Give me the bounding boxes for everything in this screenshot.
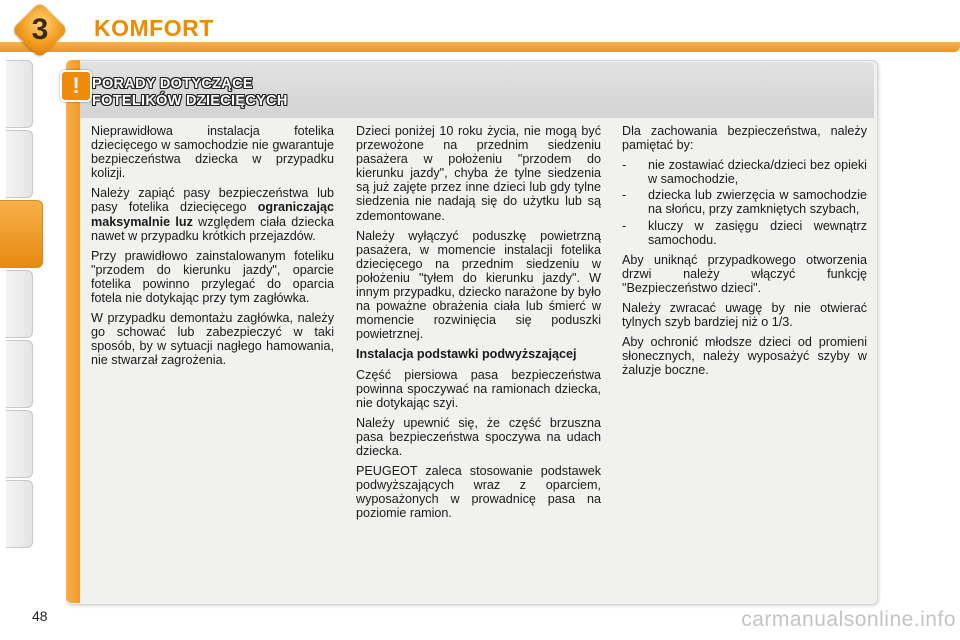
chapter-tab[interactable] (6, 60, 33, 128)
paragraph: Część piersiowa pasa bezpieczeństwa powinna spoczywać na ramionach dziecka, nie dotykając szyi. (356, 367, 601, 410)
chapter-tab[interactable] (6, 410, 33, 478)
list-item: - dziecka lub zwierzęcia w samochodzie na słońcu, przy zamkniętych szybach, (622, 188, 867, 216)
warning-icon: ! (60, 70, 92, 102)
paragraph: Dzieci poniżej 10 roku życia, nie mogą być przewożone na przednim siedzeniu pasażera w położeniu "przodem do kierunku jazdy", chyba że tylne siedzenia są już zajęte przez inne dzieci lub gdy tylne siedzenia nie nadają się do użytku lub są zdemontowane. (356, 124, 601, 223)
paragraph: W przypadku demontażu zagłówka, należy go schować lub zabezpieczyć w taki sposób, by w sytuacji nagłego hamowania, nie stwarzał zagrożenia. (91, 311, 334, 368)
safety-list (622, 158, 867, 247)
watermark: carmanualsonline.info (741, 608, 956, 631)
page-title: KOMFORT (94, 15, 214, 41)
text-column-2 (356, 124, 601, 526)
chapter-tab[interactable] (6, 130, 33, 198)
chapter-tabs (0, 60, 34, 580)
chapter-tab[interactable] (6, 270, 33, 338)
text-column-1 (91, 124, 334, 374)
bold-text: ograniczając maksymalnie luz (91, 200, 334, 229)
paragraph: Nieprawidłowa instalacja fotelika dziecięcego w samochodzie nie gwarantuje bezpieczeństwa dziecka w przypadku kolizji. (91, 124, 334, 181)
chapter-number: 3 (31, 13, 49, 46)
paragraph: Aby ochronić młodsze dzieci od promieni słonecznych, należy wyposażyć szyby w żaluzje boczne. (622, 335, 867, 378)
panel-accent-bar (66, 60, 80, 603)
chapter-tab-active[interactable] (0, 200, 43, 268)
chapter-tab[interactable] (6, 480, 33, 548)
paragraph: Należy upewnić się, że część brzuszna pasa bezpieczeństwa spoczywa na udach dziecka. (356, 415, 601, 458)
section-title (92, 76, 288, 110)
paragraph: PEUGEOT zaleca stosowanie podstawek podwyższających wraz z oparciem, wyposażonych w prowadnicę pasa na poziomie ramion. (356, 464, 601, 521)
page-number: 48 (32, 608, 48, 624)
section-title-line2: FOTELIKÓW DZIECIĘCYCH (92, 93, 288, 109)
header-rule (0, 42, 960, 52)
paragraph: Należy wyłączyć poduszkę powietrzną pasażera, w momencie instalacji fotelika dziecięcego na przednim siedzeniu w położeniu "tyłem do kierunku jazdy". W innym przypadku, dziecko narażone by było na poważne obrażenia ciała lub śmierć w momencie rozwinięcia się poduszki powietrznej. (356, 228, 601, 342)
subsection-heading: Instalacja podstawki podwyższającej (356, 347, 577, 362)
paragraph (91, 186, 334, 242)
list-item: - nie zostawiać dziecka/dzieci bez opieki w samochodzie, (622, 158, 867, 186)
chapter-tab[interactable] (6, 340, 33, 408)
text-run: względem ciała dziecka nawet w przypadku krótkich przejazdów. (91, 214, 334, 243)
paragraph: Należy zwracać uwagę by nie otwierać tylnych szyb bardziej niż o 1/3. (622, 301, 867, 330)
list-item: - kluczy w zasięgu dzieci wewnątrz samochodu. (622, 219, 867, 247)
section-title-line1: PORADY DOTYCZĄCE (92, 76, 253, 92)
text-column-3 (622, 124, 867, 384)
page-header (0, 0, 960, 60)
paragraph: Aby uniknąć przypadkowego otworzenia drzwi należy włączyć funkcję "Bezpieczeństwo dzieci". (622, 252, 867, 295)
text-run: Należy zapiąć pasy bezpieczeństwa lub pasy fotelika dziecięcego (91, 186, 334, 215)
paragraph: Dla zachowania bezpieczeństwa, należy pamiętać by: (622, 124, 867, 153)
paragraph: Przy prawidłowo zainstalowanym foteliku "przodem do kierunku jazdy", oparcie fotelika powinno przylegać do oparcia fotela nie dotykając przy tym zagłówka. (91, 248, 334, 306)
